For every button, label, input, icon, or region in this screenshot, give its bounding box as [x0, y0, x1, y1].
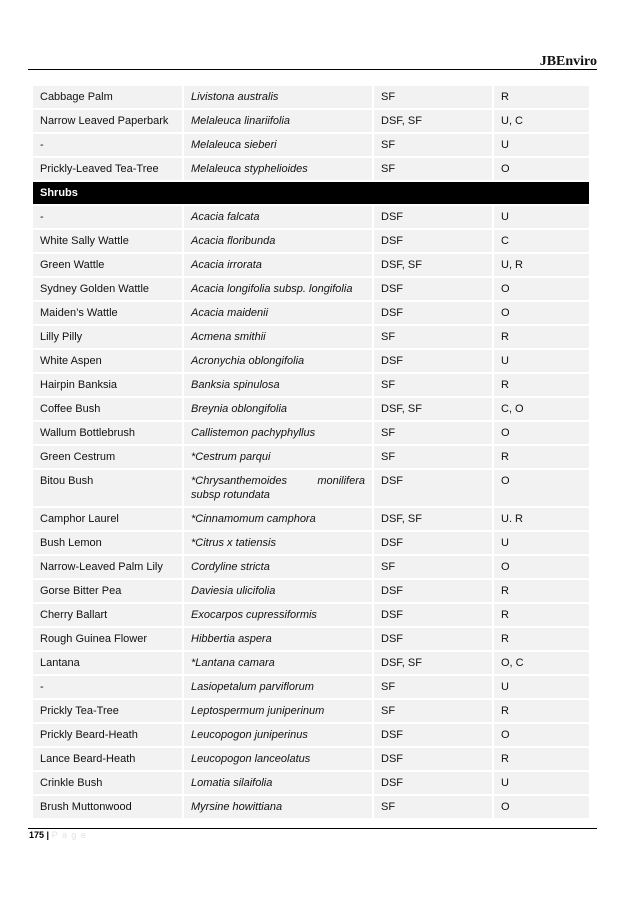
habitat-cell: SF [374, 700, 494, 722]
common-name-cell: Cherry Ballart [33, 604, 184, 626]
scientific-name-cell: Acronychia oblongifolia [184, 350, 374, 372]
habitat-cell: DSF [374, 724, 494, 746]
scientific-name-cell: *Cestrum parqui [184, 446, 374, 468]
abundance-cell: U [494, 772, 589, 794]
habitat-cell: SF [374, 422, 494, 444]
common-name-cell: Lance Beard-Heath [33, 748, 184, 770]
scientific-name-cell: Leptospermum juniperinum [184, 700, 374, 722]
scientific-name-cell: Acacia falcata [184, 206, 374, 228]
common-name-cell: Sydney Golden Wattle [33, 278, 184, 300]
habitat-cell: SF [374, 676, 494, 698]
habitat-cell: SF [374, 374, 494, 396]
habitat-cell: SF [374, 556, 494, 578]
abundance-cell: U [494, 350, 589, 372]
habitat-cell: DSF [374, 604, 494, 626]
common-name-cell: Brush Muttonwood [33, 796, 184, 818]
habitat-cell: DSF, SF [374, 652, 494, 674]
table-row [33, 422, 589, 444]
table-row [33, 230, 589, 252]
scientific-name-cell: Callistemon pachyphyllus [184, 422, 374, 444]
habitat-cell: DSF [374, 470, 494, 506]
scientific-name-cell: *Citrus x tatiensis [184, 532, 374, 554]
table-row [33, 86, 589, 108]
brand-logo: JBEnviro [539, 54, 597, 69]
common-name-cell: Rough Guinea Flower [33, 628, 184, 650]
scientific-name-cell: Lasiopetalum parviflorum [184, 676, 374, 698]
abundance-cell: U [494, 676, 589, 698]
table-row [33, 446, 589, 468]
habitat-cell: DSF [374, 350, 494, 372]
common-name-cell: White Aspen [33, 350, 184, 372]
abundance-cell: O [494, 470, 589, 506]
common-name-cell: Narrow-Leaved Palm Lily [33, 556, 184, 578]
habitat-cell: DSF [374, 628, 494, 650]
page-label: P a g e [51, 830, 87, 840]
scientific-name-cell: Lomatia silaifolia [184, 772, 374, 794]
abundance-cell: O, C [494, 652, 589, 674]
table-row [33, 628, 589, 650]
habitat-cell: SF [374, 134, 494, 156]
habitat-cell: DSF [374, 302, 494, 324]
scientific-name-cell: *Cinnamomum camphora [184, 508, 374, 530]
page-footer [29, 830, 87, 840]
scientific-name-cell: Banksia spinulosa [184, 374, 374, 396]
habitat-cell: SF [374, 158, 494, 180]
table-row [33, 748, 589, 770]
scientific-name-cell: Myrsine howittiana [184, 796, 374, 818]
habitat-cell: DSF, SF [374, 508, 494, 530]
table-row [33, 580, 589, 602]
abundance-cell: R [494, 86, 589, 108]
scientific-name-cell: Acacia longifolia subsp. longifolia [184, 278, 374, 300]
scientific-name-cell: Hibbertia aspera [184, 628, 374, 650]
scientific-name-cell: Melaleuca styphelioides [184, 158, 374, 180]
table-row [33, 254, 589, 276]
habitat-cell: DSF [374, 532, 494, 554]
table-row [33, 532, 589, 554]
common-name-cell: Cabbage Palm [33, 86, 184, 108]
common-name-cell: Gorse Bitter Pea [33, 580, 184, 602]
abundance-cell: O [494, 724, 589, 746]
common-name-cell: Camphor Laurel [33, 508, 184, 530]
abundance-cell: R [494, 628, 589, 650]
table-row [33, 326, 589, 348]
table-row [33, 350, 589, 372]
habitat-cell: DSF, SF [374, 398, 494, 420]
table-row [33, 508, 589, 530]
habitat-cell: DSF [374, 278, 494, 300]
habitat-cell: SF [374, 796, 494, 818]
scientific-name-cell: Melaleuca sieberi [184, 134, 374, 156]
scientific-name-cell: Exocarpos cupressiformis [184, 604, 374, 626]
abundance-cell: O [494, 422, 589, 444]
habitat-cell: SF [374, 446, 494, 468]
table-row [33, 302, 589, 324]
habitat-cell: DSF [374, 772, 494, 794]
table-row [33, 470, 589, 506]
scientific-name-cell: Livistona australis [184, 86, 374, 108]
table-row [33, 796, 589, 818]
common-name-cell: - [33, 676, 184, 698]
scientific-name-cell: Acmena smithii [184, 326, 374, 348]
common-name-cell: - [33, 206, 184, 228]
habitat-cell: DSF [374, 230, 494, 252]
scientific-name-cell: *Lantana camara [184, 652, 374, 674]
abundance-cell: R [494, 604, 589, 626]
common-name-cell: Maiden’s Wattle [33, 302, 184, 324]
habitat-cell: SF [374, 326, 494, 348]
table-row [33, 556, 589, 578]
abundance-cell: O [494, 796, 589, 818]
common-name-cell: Green Wattle [33, 254, 184, 276]
abundance-cell: R [494, 580, 589, 602]
scientific-name-cell: Leucopogon juniperinus [184, 724, 374, 746]
table-row [33, 134, 589, 156]
table-row [33, 110, 589, 132]
common-name-cell: Crinkle Bush [33, 772, 184, 794]
abundance-cell: O [494, 278, 589, 300]
scientific-name-cell: Cordyline stricta [184, 556, 374, 578]
table-row [33, 724, 589, 746]
table-row [33, 158, 589, 180]
table-row [33, 278, 589, 300]
habitat-cell: SF [374, 86, 494, 108]
table-row [33, 374, 589, 396]
abundance-cell: U [494, 134, 589, 156]
habitat-cell: DSF, SF [374, 110, 494, 132]
scientific-name-cell: Acacia floribunda [184, 230, 374, 252]
table-row [33, 772, 589, 794]
abundance-cell: O [494, 302, 589, 324]
scientific-name-cell: Leucopogon lanceolatus [184, 748, 374, 770]
abundance-cell: R [494, 326, 589, 348]
common-name-cell: Prickly-Leaved Tea-Tree [33, 158, 184, 180]
species-table [33, 84, 589, 820]
common-name-cell: Prickly Beard-Heath [33, 724, 184, 746]
header-rule [28, 69, 597, 70]
common-name-cell: Lilly Pilly [33, 326, 184, 348]
abundance-cell: U [494, 206, 589, 228]
abundance-cell: C, O [494, 398, 589, 420]
common-name-cell: Bitou Bush [33, 470, 184, 506]
common-name-cell: Hairpin Banksia [33, 374, 184, 396]
habitat-cell: DSF, SF [374, 254, 494, 276]
abundance-cell: R [494, 446, 589, 468]
abundance-cell: R [494, 748, 589, 770]
scientific-name-cell: Acacia irrorata [184, 254, 374, 276]
abundance-cell: O [494, 158, 589, 180]
species-table-body [33, 86, 589, 818]
abundance-cell: U. R [494, 508, 589, 530]
table-row [33, 398, 589, 420]
habitat-cell: DSF [374, 748, 494, 770]
common-name-cell: Green Cestrum [33, 446, 184, 468]
abundance-cell: U, R [494, 254, 589, 276]
common-name-cell: White Sally Wattle [33, 230, 184, 252]
scientific-name-cell: Melaleuca linariifolia [184, 110, 374, 132]
scientific-name-cell: Acacia maidenii [184, 302, 374, 324]
table-row [33, 676, 589, 698]
section-title: Shrubs [33, 182, 589, 204]
common-name-cell: Coffee Bush [33, 398, 184, 420]
abundance-cell: R [494, 700, 589, 722]
common-name-cell: Bush Lemon [33, 532, 184, 554]
habitat-cell: DSF [374, 580, 494, 602]
common-name-cell: Narrow Leaved Paperbark [33, 110, 184, 132]
abundance-cell: U [494, 532, 589, 554]
scientific-name-cell: Daviesia ulicifolia [184, 580, 374, 602]
scientific-name-cell: Breynia oblongifolia [184, 398, 374, 420]
scientific-name-cell: *Chrysanthemoides monilifera subsp rotundata [184, 470, 374, 506]
table-row [33, 604, 589, 626]
common-name-cell: - [33, 134, 184, 156]
abundance-cell: C [494, 230, 589, 252]
common-name-cell: Wallum Bottlebrush [33, 422, 184, 444]
habitat-cell: DSF [374, 206, 494, 228]
common-name-cell: Prickly Tea-Tree [33, 700, 184, 722]
section-header-row [33, 182, 589, 204]
table-row [33, 206, 589, 228]
footer-rule [28, 828, 597, 829]
abundance-cell: O [494, 556, 589, 578]
common-name-cell: Lantana [33, 652, 184, 674]
table-row [33, 652, 589, 674]
page-number: 175 | [29, 830, 50, 840]
abundance-cell: R [494, 374, 589, 396]
abundance-cell: U, C [494, 110, 589, 132]
table-row [33, 700, 589, 722]
